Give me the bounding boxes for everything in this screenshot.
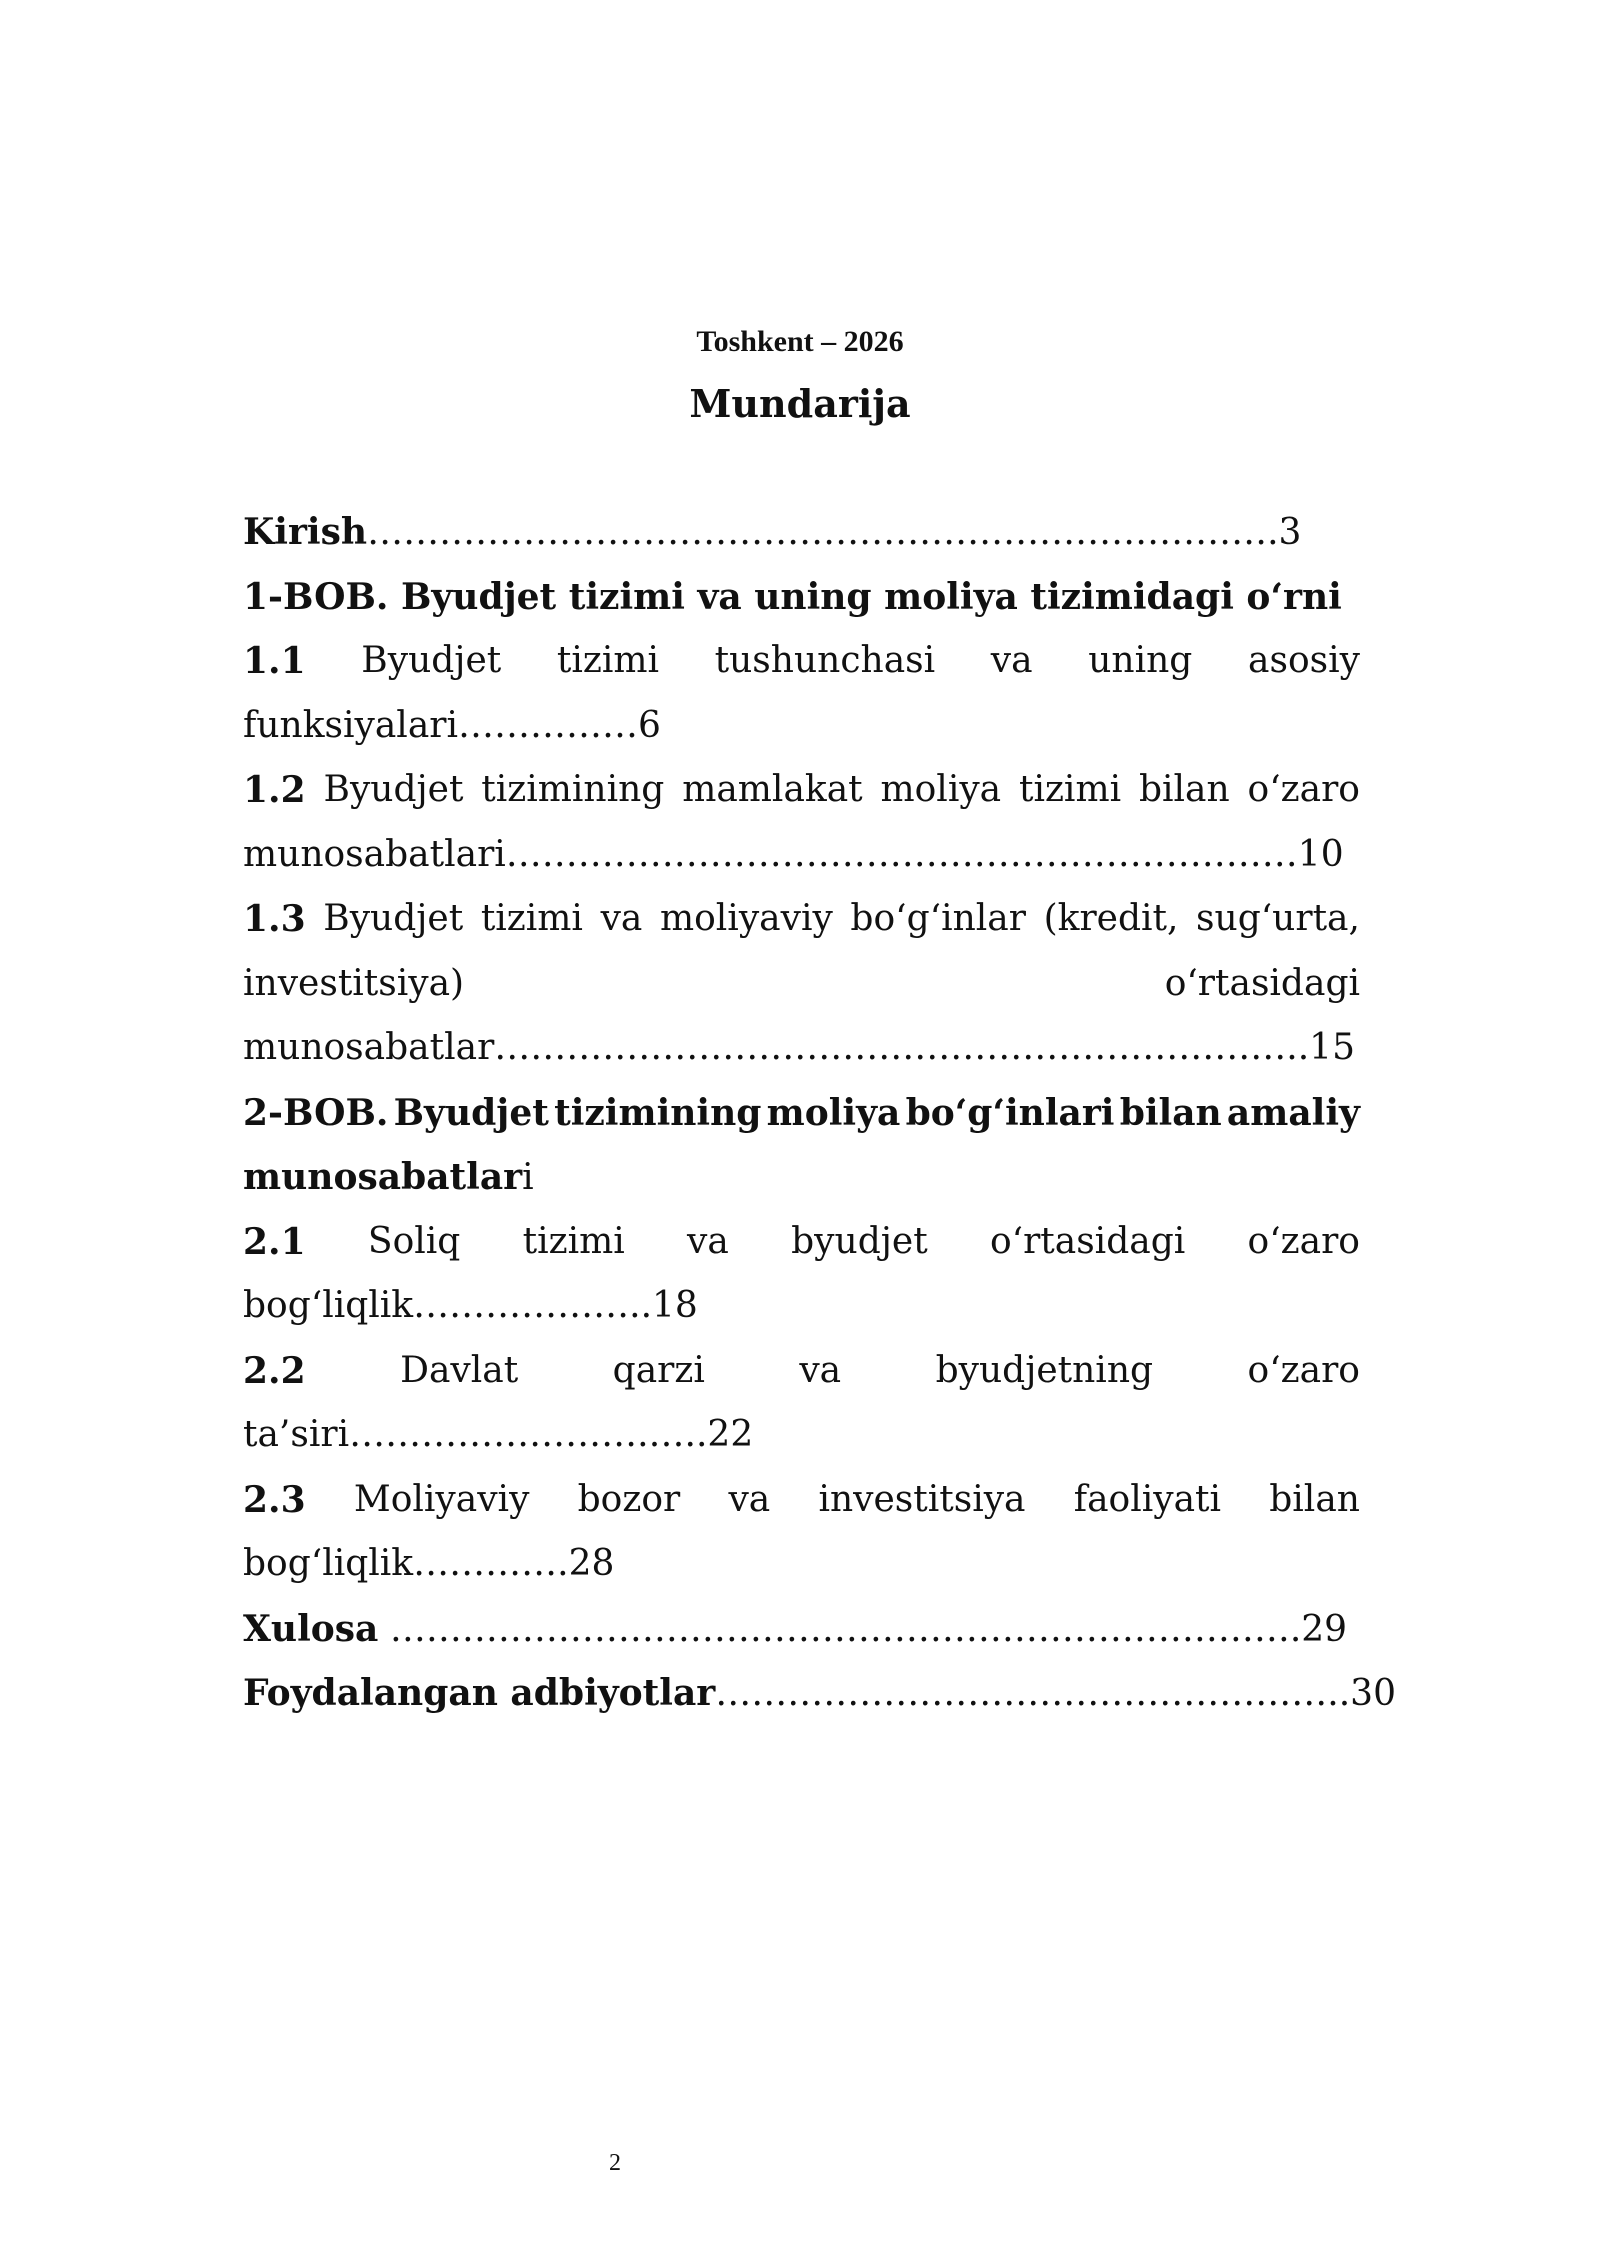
toc-word: byudjet: [791, 1220, 928, 1262]
toc-word: tizimi: [556, 640, 660, 681]
toc-entry-intro[interactable]: [243, 500, 1360, 565]
toc-word: asosiy: [1248, 640, 1360, 681]
toc-word: va: [687, 1220, 729, 1262]
toc-word: bilan: [1119, 1091, 1222, 1134]
toc-word: bilan: [1138, 769, 1230, 810]
toc-section-number: 2.3: [243, 1478, 306, 1521]
toc-word: moliya: [766, 1091, 901, 1134]
toc-leader-dots: ………………………………………………………………….: [367, 512, 1279, 553]
toc-word: moliya: [880, 769, 1002, 810]
toc-entry-1-3-cont: [243, 952, 1360, 1017]
toc-entry-1-1-cont: funksiyalari……………6: [243, 704, 661, 746]
toc-word: va: [600, 898, 643, 939]
toc-word: Byudjet: [361, 640, 502, 681]
toc-word: o‘zaro: [1247, 769, 1360, 810]
toc-word: Davlat: [400, 1349, 519, 1391]
toc-word: o‘zaro: [1247, 1349, 1360, 1391]
toc-entry-references[interactable]: [243, 1661, 1396, 1726]
toc-word: investitsiya): [243, 962, 465, 1004]
toc-word: (kredit,: [1043, 898, 1179, 939]
table-of-contents: [243, 500, 1396, 1726]
toc-page-number: 3: [1278, 512, 1302, 553]
toc-section-number: 2.1: [243, 1220, 306, 1263]
toc-word: tizimining: [481, 769, 665, 810]
toc-word: tizimining: [554, 1091, 762, 1134]
toc-word: o‘rtasidagi: [1164, 962, 1360, 1004]
toc-word: o‘rtasidagi: [989, 1220, 1186, 1262]
toc-section-number: 1.1: [243, 640, 306, 682]
city-year: Toshkent – 2026: [696, 325, 904, 358]
toc-entry-2-3[interactable]: [243, 1468, 1360, 1533]
toc-entry-1-2-cont: munosabatlari…………………………………………………………10: [243, 833, 1344, 875]
toc-page-number: 29: [1301, 1608, 1348, 1650]
toc-entry-2-2-cont: ta’siri…………………….…..22: [243, 1414, 754, 1455]
toc-entry-label: Xulosa: [243, 1607, 379, 1650]
toc-word: tizimi: [480, 898, 583, 939]
toc-entry-2-2[interactable]: [243, 1339, 1360, 1404]
toc-word: faoliyati: [1073, 1478, 1222, 1520]
toc-entry-2-1[interactable]: [243, 1210, 1360, 1275]
toc-entry-1-2[interactable]: [243, 758, 1360, 823]
toc-chapter-2-cont: [243, 1145, 1360, 1210]
toc-word: mamlakat: [682, 769, 863, 810]
toc-word: Moliyaviy: [353, 1478, 530, 1520]
toc-entry-conclusion[interactable]: [243, 1597, 1360, 1662]
toc-word: va: [799, 1349, 842, 1391]
toc-page-number: 30: [1350, 1673, 1396, 1714]
toc-section-number: 1.3: [243, 898, 306, 940]
toc-word: bilan: [1269, 1478, 1360, 1520]
toc-word: moliyaviy: [659, 898, 833, 939]
toc-word: va: [990, 640, 1033, 681]
toc-word: Byudjet: [393, 1091, 549, 1134]
toc-title: Mundarija: [689, 381, 911, 426]
toc-word: bozor: [577, 1478, 681, 1520]
toc-word: investitsiya: [818, 1478, 1026, 1520]
toc-word: o‘zaro: [1247, 1220, 1360, 1262]
toc-word: Byudjet: [323, 769, 464, 810]
toc-word: tizimi: [1018, 769, 1122, 810]
toc-word: tizimi: [522, 1220, 625, 1262]
toc-entry-2-3-cont: bog‘liqlik………….28: [243, 1543, 615, 1584]
toc-word: qarzi: [612, 1349, 705, 1391]
toc-word: tushunchasi: [714, 640, 936, 681]
toc-leader-dots: ………………………………………………………………….: [378, 1608, 1302, 1650]
toc-word: amaliy: [1226, 1091, 1360, 1134]
toc-entry-1-1[interactable]: [243, 629, 1360, 694]
toc-word: uning: [1088, 640, 1193, 681]
toc-word: 2-BOB.: [243, 1091, 389, 1134]
toc-word: Soliq: [367, 1220, 461, 1262]
toc-entry-label: Kirish: [243, 511, 368, 553]
toc-word: sug‘urta,: [1196, 898, 1360, 939]
toc-chapter-1[interactable]: 1-BOB. Byudjet tizimi va uning moliya tizimidagi o‘rni: [243, 575, 1342, 618]
toc-entry-label: Foydalangan adbiyotlar: [243, 1672, 716, 1714]
toc-word: Byudjet: [323, 898, 464, 939]
toc-word: va: [728, 1478, 771, 1520]
page-number: 2: [609, 2150, 621, 2176]
toc-word: byudjetning: [935, 1349, 1154, 1391]
toc-entry-2-1-cont: bog‘liqlik………………..18: [243, 1285, 698, 1326]
toc-leader-dots: ……………………………………………..: [715, 1673, 1351, 1714]
toc-entry-1-3-cont2: munosabatlar…………………………………………………………..15: [243, 1027, 1355, 1068]
toc-entry-1-3[interactable]: [243, 887, 1360, 952]
toc-section-number: 1.2: [243, 769, 306, 811]
toc-word: munosabatlar: [243, 1156, 523, 1198]
toc-word: bo‘g‘inlari: [905, 1091, 1115, 1134]
toc-word: i: [522, 1157, 534, 1198]
toc-section-number: 2.2: [243, 1349, 306, 1392]
toc-word: bo‘g‘inlar: [850, 898, 1026, 939]
toc-chapter-2[interactable]: [243, 1081, 1360, 1146]
